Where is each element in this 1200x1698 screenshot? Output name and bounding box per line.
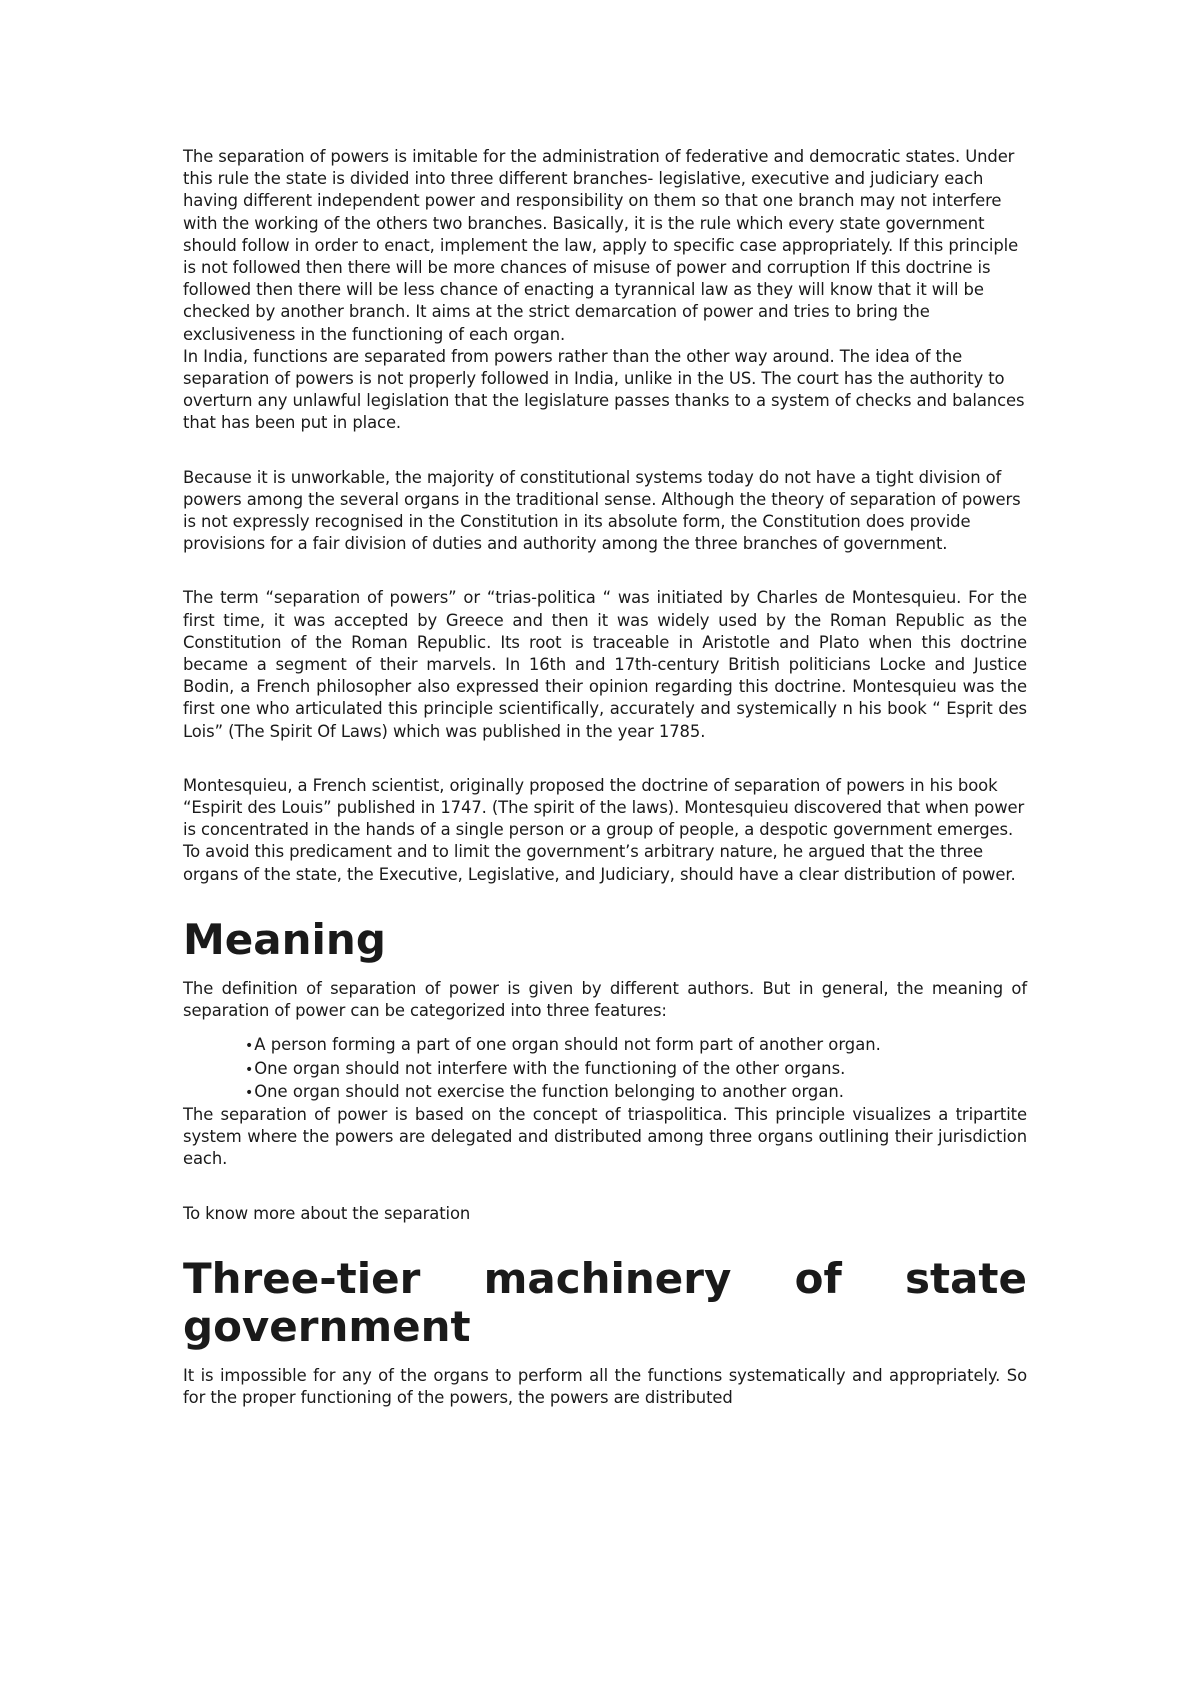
paragraph-unworkable: Because it is unworkable, the majority of constitutional systems today do not have a tight division of powers among the several organs in the traditional sense. Although the theory of separation of powers is not expressly recognised in the Constitution in its absolute form, the Constitution does provide provisions for a fair division of duties and authority among the three branches of government. <box>183 467 1021 554</box>
bullet-icon: • <box>245 1061 254 1078</box>
paragraph-term-origin: The term “separation of powers” or “trias-politica “ was initiated by Charles de Montesquieu. For the first time, it was accepted by Greece and then it was widely used by the Roman Republic as the Constitution of the Roman Republic. Its root is traceable in Aristotle and Plato when this doctrine became a segment of their marvels. In 16th and 17th-century British politicians Locke and Justice Bodin, a French philosopher also expressed their opinion regarding this doctrine. Montesquieu was the first one who articulated this principle scientifically, accurately and systemically n his book “ Esprit des Lois” (The Spirit Of Laws) which was published in the year 1785. <box>183 588 1027 741</box>
document-page <box>183 146 1027 1409</box>
list-item <box>245 1058 1027 1081</box>
bullet-icon: • <box>245 1038 254 1055</box>
paragraph-montesquieu: Montesquieu, a French scientist, originally proposed the doctrine of separation of powers in his book “Espirit des Louis” published in 1747. (The spirit of the laws). Montesquieu discovered that when power is concentrated in the hands of a single person or a group of people, a despotic government emerges. To avoid this predicament and to limit the government’s arbitrary nature, he argued that the three organs of the state, the Executive, Legislative, and Judiciary, should have a clear distribution of power. <box>183 775 1025 884</box>
list-item-text: One organ should not interfere with the functioning of the other organs. <box>254 1058 846 1078</box>
list-item-text: A person forming a part of one organ should not form part of another organ. <box>254 1035 881 1055</box>
heading-three-tier: Three-tier machinery of state government <box>183 1253 1027 1351</box>
features-list <box>183 1034 1027 1104</box>
list-item <box>245 1081 1027 1104</box>
paragraph-intro: The separation of powers is imitable for the administration of federative and democratic states. Under this rule the state is divided into three different branches- legislative, executive and judiciary each having different independent power and responsibility on them so that one branch may not interfere with the working of the others two branches. Basically, it is the rule which every state government should follow in order to enact, implement the law, apply to specific case appropriately. If this principle is not followed then there will be more chances of misuse of power and corruption If this doctrine is followed then there will be less chance of enacting a tyrannical law as they will know that it will be checked by another branch. It aims at the strict demarcation of power and tries to bring the exclusiveness in the functioning of each organ. <box>183 147 1019 344</box>
list-item <box>245 1034 1027 1057</box>
bullet-icon: • <box>245 1084 254 1101</box>
paragraph-triaspolitica: The separation of power is based on the concept of triaspolitica. This principle visualizes a tripartite system where the powers are delegated and distributed among three organs outlining their jurisdiction each. <box>183 1104 1027 1169</box>
paragraph-know-more: To know more about the separation <box>183 1203 471 1223</box>
heading-meaning: Meaning <box>183 914 386 964</box>
paragraph-india: In India, functions are separated from powers rather than the other way around. The idea of the separation of powers is not properly followed in India, unlike in the US. The court has the authority to overturn any unlawful legislation that the legislature passes thanks to a system of checks and balances that has been put in place. <box>183 346 1025 433</box>
list-item-text: One organ should not exercise the function belonging to another organ. <box>254 1081 844 1101</box>
paragraph-three-tier-intro: It is impossible for any of the organs to perform all the functions systematically and appropriately. So for the proper functioning of the powers, the powers are distributed <box>183 1365 1027 1407</box>
paragraph-meaning-intro: The definition of separation of power is given by different authors. But in general, the meaning of separation of power can be categorized into three features: <box>183 978 1027 1021</box>
